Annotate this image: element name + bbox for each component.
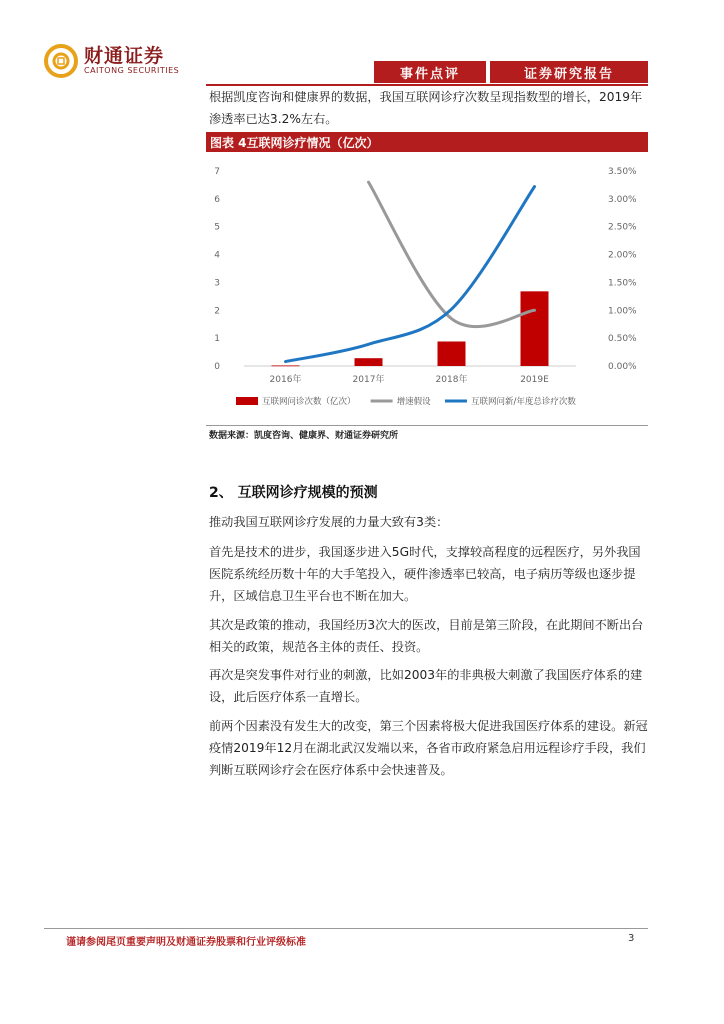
internet-diagnosis-chart [206, 154, 648, 424]
y-tick-label: 4 [214, 250, 220, 261]
legend-swatch [236, 397, 258, 405]
bar [521, 291, 549, 366]
y2-tick-label: 3.50% [608, 167, 637, 177]
legend-label: 互联网问诊次数（亿次） [262, 397, 356, 407]
x-tick-label: 2018年 [435, 375, 468, 385]
report-category-tab: 证券研究报告 [490, 61, 648, 83]
section-paragraph: 其次是政策的推动，我国经历3次大的医改，目前是第三阶段，在此期间不断出台相关的政策，规范各主体的责任、投资。 [209, 618, 644, 654]
y2-tick-label: 1.00% [608, 306, 637, 317]
y2-tick-label: 3.00% [608, 194, 637, 205]
page-number: 3 [628, 933, 635, 944]
x-tick-label: 2016年 [269, 375, 302, 385]
y-tick-label: 6 [214, 194, 220, 205]
figure-divider [206, 425, 648, 426]
footer-divider [44, 928, 648, 929]
report-type-tab: 事件点评 [374, 61, 486, 83]
logo-name-cn: 财通证券 [84, 45, 165, 67]
logo-name-en: CAITONG SECURITIES [84, 66, 180, 75]
section-paragraph: 再次是突发事件对行业的刺激，比如2003年的非典极大刺激了我国医疗体系的建设，此后医疗体系一直增长。 [209, 668, 643, 704]
growth-rate-line [369, 182, 535, 326]
x-tick-label: 2017年 [352, 375, 385, 385]
figure-title: 图表 4互联网诊疗情况（亿次） [206, 132, 648, 152]
footer-disclaimer: 谨请参阅尾页重要声明及财通证券股票和行业评级标准 [66, 937, 306, 948]
penetration-rate-line [286, 187, 535, 362]
y-tick-label: 5 [214, 222, 220, 233]
section-paragraph: 前两个因素没有发生大的改变，第三个因素将极大促进我国医疗体系的建设。新冠疫情2019年12月在湖北武汉发端以来，各省市政府紧急启用远程诊疗手段，我们判断互联网诊疗会在医疗体系中会快速普及。 [209, 719, 648, 777]
data-source: 数据来源：凯度咨询、健康界、财通证券研究所 [209, 431, 399, 441]
y-tick-label: 1 [214, 334, 220, 345]
y2-tick-label: 0.00% [608, 362, 637, 372]
y-tick-label: 2 [214, 306, 220, 317]
bar [355, 358, 383, 366]
legend-label: 互联网问新/年度总诊疗次数 [471, 397, 576, 407]
y-tick-label: 7 [214, 167, 220, 177]
y2-tick-label: 0.50% [608, 334, 637, 345]
intro-paragraph: 根据凯度咨询和健康界的数据，我国互联网诊疗次数呈现指数型的增长，2019年渗透率已达3.2%左右。 [209, 90, 643, 126]
y-tick-label: 3 [214, 278, 220, 289]
section-paragraph: 推动我国互联网诊疗发展的力量大致有3类： [209, 515, 449, 529]
bar [272, 365, 300, 366]
y2-tick-label: 1.50% [608, 278, 637, 289]
y-tick-label: 0 [214, 362, 220, 372]
logo-emblem-icon [44, 44, 78, 78]
company-logo [44, 44, 179, 78]
y2-tick-label: 2.50% [608, 222, 637, 233]
section-paragraph: 首先是技术的进步，我国逐步进入5G时代，支撑较高程度的远程医疗，另外我国医院系统经历数十年的大手笔投入，硬件渗透率已较高，电子病历等级也逐步提升，区域信息卫生平台也不断在加大。 [209, 545, 641, 603]
section-title: 2、 互联网诊疗规模的预测 [209, 485, 378, 501]
x-tick-label: 2019E [520, 375, 549, 385]
y2-tick-label: 2.00% [608, 250, 637, 261]
bar [438, 341, 466, 366]
legend-label: 增速假设 [396, 397, 431, 407]
